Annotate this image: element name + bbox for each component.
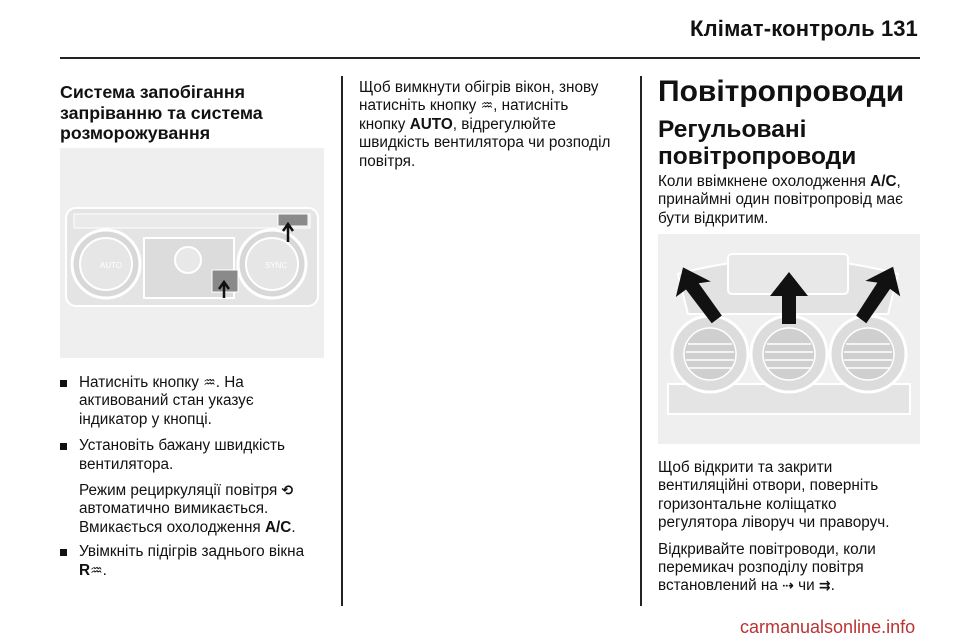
column-divider-2: [640, 76, 642, 606]
climate-panel-figure: [60, 148, 324, 358]
recirculation-note: Режим рециркуляції повітря ⟲ автоматично вимикається. Вмикається охолодження A/C.: [79, 482, 296, 536]
column-1-bullets: [60, 374, 335, 588]
page-header-title: Клімат-контроль: [690, 16, 875, 41]
air-vents-illustration: [658, 234, 920, 444]
header-divider: [60, 57, 920, 59]
sync-knob-label: SYNC: [265, 261, 288, 270]
section-title: Повітропроводи: [658, 75, 905, 108]
bullet-marker: [60, 380, 67, 387]
climate-panel-illustration: [60, 148, 324, 358]
section-heading: Система запобігання запріванню та система розморожування: [60, 82, 263, 143]
air-vents-figure: [658, 234, 920, 444]
page-number: 131: [881, 16, 918, 41]
bullet-rear-window: Увімкніть підігрів заднього вікна R♒.: [60, 543, 335, 580]
bullet-marker: [60, 549, 67, 556]
recirculation-icon: ⟲: [281, 483, 294, 500]
bullet-defrost: Натисніть кнопку ♒. На активований стан указує індикатор у кнопці.: [60, 374, 335, 429]
column-3: [658, 76, 928, 228]
column-1: [60, 82, 330, 144]
paragraph-distribution: Відкривайте повітроводи, коли перемикач розподілу повітря встановлений на ⇢ чи ⇉.: [658, 540, 876, 595]
air-to-body-and-feet-icon: ⇉: [818, 578, 831, 595]
auto-knob-label: AUTO: [100, 261, 123, 270]
column-2: Щоб вимкнути обігрів вікон, знову натисніть кнопку ♒, натисніть кнопку AUTO, відрегулюйте швидкість вентилятора чи розподіл повітря.: [359, 79, 611, 170]
paragraph-open-close: Щоб відкрити та закрити вентиляційні отвори, поверніть горизонтальне коліщатко регулятора ліворуч чи праворуч.: [658, 459, 890, 532]
air-to-body-icon: ⇢: [782, 578, 794, 595]
subsection-title: Регульовані повітропроводи: [658, 116, 857, 170]
windscreen-defrost-icon: ♒: [203, 375, 216, 391]
windscreen-defrost-icon: ♒: [480, 98, 494, 115]
bullet-marker: [60, 443, 67, 450]
column-divider-1: [341, 76, 343, 606]
column-3-text: [658, 459, 928, 604]
bullet-fan-speed: Установіть бажану швидкість вентилятора.: [60, 437, 335, 474]
watermark: carmanualsonline.info: [740, 617, 916, 637]
rear-window-heat-icon: ♒: [90, 562, 103, 579]
intro-paragraph: Коли ввімкнене охолодження A/C, принаймні один повітропровід має бути відкритим.: [658, 173, 903, 227]
